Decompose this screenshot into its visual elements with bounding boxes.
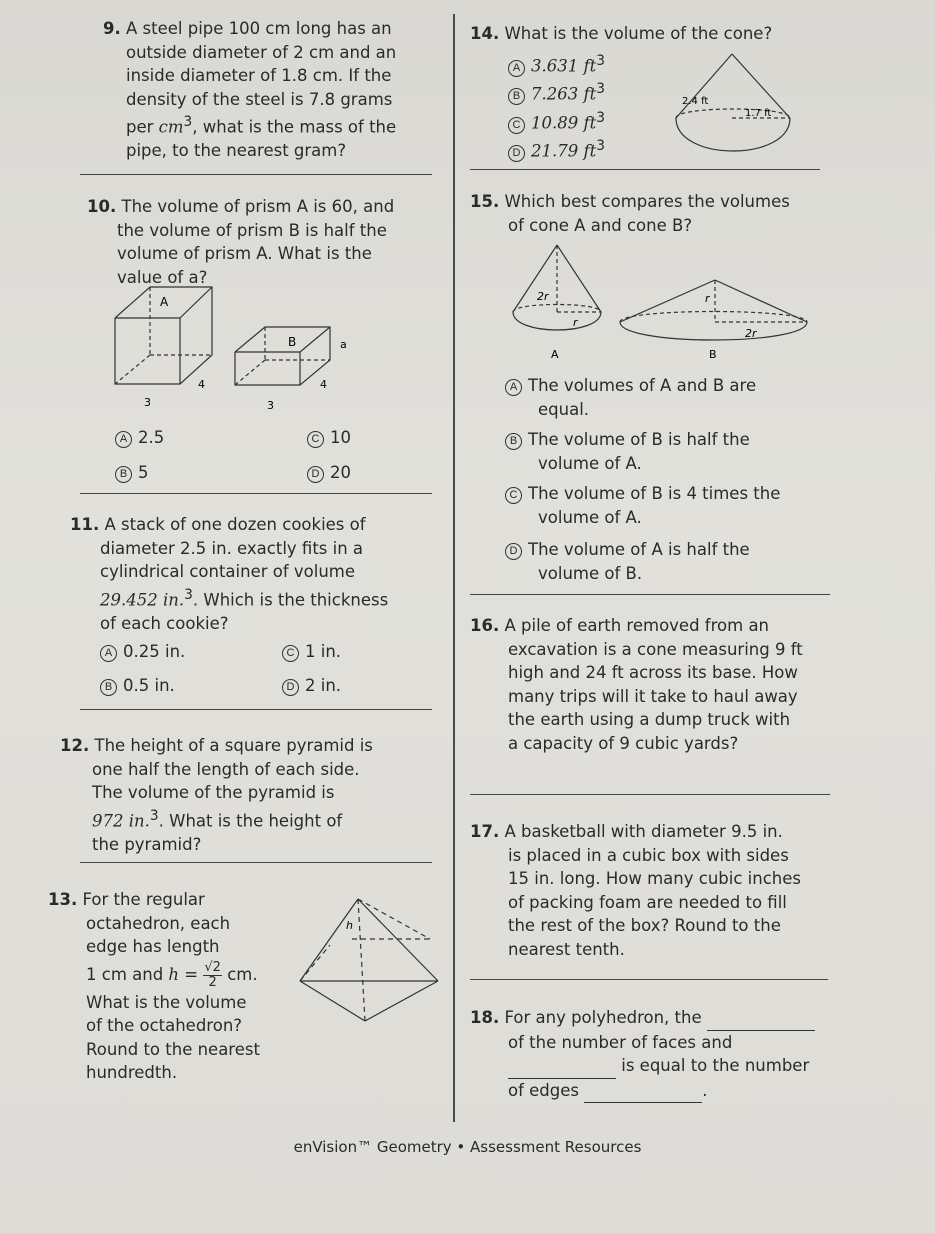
divider <box>80 493 432 494</box>
q15-line: Which best compares the volumes <box>504 192 790 211</box>
q14-choice[interactable] <box>508 78 605 106</box>
q15-choice[interactable] <box>505 482 780 529</box>
question-16 <box>470 614 803 755</box>
q11-volume: 29.452 in. <box>100 590 185 609</box>
question-9 <box>103 17 396 163</box>
choice-bubble[interactable]: A <box>115 431 132 448</box>
answer-line-q9[interactable] <box>80 174 432 175</box>
q12-line: The volume of the pyramid is <box>92 783 335 802</box>
cone-a-height-label: 2r <box>537 290 549 303</box>
q18-period: . <box>702 1080 708 1100</box>
q10-line: The volume of prism A is 60, and <box>121 197 395 216</box>
q15-cones-figure <box>505 240 825 365</box>
q17-number: 17. <box>470 822 500 841</box>
q13-line: hundredth. <box>86 1063 178 1082</box>
q9-line: A steel pipe 100 cm long has an <box>126 19 392 38</box>
choice-text: 21.79 ft <box>531 141 597 161</box>
q18-line: of edges <box>508 1080 579 1100</box>
q11-line: . Which is the thickness <box>192 590 389 609</box>
q13-fraction-numerator: √2 <box>204 959 221 975</box>
q10-line: volume of prism A. What is the <box>117 244 372 263</box>
question-12 <box>60 734 373 856</box>
q13-fraction <box>203 961 222 990</box>
choice-text: 2.5 <box>138 428 165 447</box>
q12-line: one half the length of each side. <box>92 759 360 779</box>
choice-bubble[interactable]: D <box>307 466 324 483</box>
q17-line: the rest of the box? Round to the <box>508 916 781 935</box>
question-13 <box>48 888 260 1085</box>
choice-text: 5 <box>138 463 149 482</box>
footer: enVision™ Geometry • Assessment Resources <box>293 1138 642 1156</box>
q12-line: The height of a square pyramid is <box>94 736 373 755</box>
q10-line: value of a? <box>117 267 208 287</box>
q16-line: the earth using a dump truck with <box>508 710 791 729</box>
cone-b-radius-label: 2r <box>745 327 757 340</box>
answer-line-q17[interactable] <box>470 979 828 980</box>
choice-bubble[interactable]: A <box>100 645 117 662</box>
q12-exponent: 3 <box>149 807 159 824</box>
divider <box>80 709 432 710</box>
q16-line: many trips will it take to haul away <box>508 686 798 706</box>
prism-a-depth-label: 4 <box>198 378 205 391</box>
q16-line: A pile of earth removed from an <box>504 616 770 635</box>
q10-choice[interactable] <box>115 427 164 449</box>
prism-b-depth-label: 4 <box>320 378 327 391</box>
q12-line: . What is the height of <box>158 811 343 830</box>
question-11 <box>70 513 388 635</box>
prism-a-width-label: 3 <box>144 396 151 409</box>
q11-line: of each cookie? <box>100 613 229 633</box>
choice-text: The volume of B is half the <box>528 430 750 449</box>
choice-bubble[interactable]: C <box>282 645 299 662</box>
q17-line: is placed in a cubic box with sides <box>508 845 789 865</box>
q15-number: 15. <box>470 192 500 211</box>
question-10 <box>87 195 394 289</box>
q13-line: What is the volume <box>86 992 247 1012</box>
column-divider <box>453 14 455 1122</box>
choice-bubble[interactable]: D <box>508 145 525 162</box>
choice-bubble[interactable]: B <box>115 466 132 483</box>
q10-prisms-figure <box>110 282 360 422</box>
choice-text: The volume of A is half the <box>528 540 750 559</box>
choice-exponent: 3 <box>596 81 605 97</box>
choice-text: 10 <box>330 428 351 447</box>
q15-line: of cone A and cone B? <box>508 215 693 235</box>
choice-text: volume of B. <box>538 563 643 583</box>
choice-bubble[interactable]: D <box>505 543 522 560</box>
q10-number: 10. <box>87 197 117 216</box>
q13-fraction-denominator: 2 <box>208 974 217 990</box>
answer-line-q12[interactable] <box>80 862 432 863</box>
q18-blank-3[interactable] <box>584 1079 702 1104</box>
octahedron-h-label: h <box>346 919 353 932</box>
q14-number: 14. <box>470 24 500 43</box>
choice-text: 0.25 in. <box>123 642 186 661</box>
q9-exponent: 3 <box>183 114 193 130</box>
q17-line: of packing foam are needed to fill <box>508 892 787 912</box>
choice-bubble[interactable]: B <box>505 433 522 450</box>
choice-text: 10.89 ft <box>531 113 597 133</box>
q10-choice[interactable] <box>307 462 351 484</box>
q13-unit: cm. <box>221 964 258 984</box>
q13-line: Round to the nearest <box>86 1039 260 1059</box>
q9-line: density of the steel is 7.8 grams <box>126 89 393 109</box>
q14-text: What is the volume of the cone? <box>504 24 773 43</box>
q18-blank-2[interactable] <box>508 1054 616 1079</box>
q13-line: 1 cm and <box>86 964 169 984</box>
q14-choice[interactable] <box>508 107 605 135</box>
choice-bubble[interactable]: C <box>307 431 324 448</box>
choice-bubble[interactable]: A <box>505 379 522 396</box>
q11-choice[interactable] <box>282 641 341 663</box>
choice-text: 7.263 ft <box>531 84 597 104</box>
choice-text: The volumes of A and B are <box>528 376 757 395</box>
q12-line: the pyramid? <box>92 834 202 854</box>
q16-number: 16. <box>470 616 500 635</box>
q18-blank-1[interactable] <box>707 1006 815 1031</box>
choice-text: 3.631 ft <box>531 56 597 76</box>
q11-line: cylindrical container of volume <box>100 562 356 581</box>
q11-choice[interactable] <box>282 675 341 697</box>
choice-text: volume of A. <box>538 453 642 473</box>
q12-volume: 972 in. <box>92 811 150 830</box>
question-14 <box>470 22 772 46</box>
answer-line-q16[interactable] <box>470 794 830 795</box>
q13-equals: = <box>179 964 204 984</box>
q13-line: octahedron, each <box>86 913 231 933</box>
choice-exponent: 3 <box>596 53 605 69</box>
choice-text: 20 <box>330 463 351 482</box>
q14-cone-figure <box>670 50 805 170</box>
q15-choice[interactable] <box>505 374 756 421</box>
choice-exponent: 3 <box>596 110 605 126</box>
choice-bubble[interactable]: C <box>505 487 522 504</box>
choice-text: equal. <box>538 399 590 419</box>
cone-radius-label: 1.7 ft <box>745 108 772 119</box>
choice-text: 1 in. <box>305 642 342 661</box>
q16-line: a capacity of 9 cubic yards? <box>508 733 739 753</box>
divider <box>470 594 830 595</box>
prism-b-label: B <box>288 335 297 349</box>
choice-text: 0.5 in. <box>123 676 175 695</box>
q18-line: is equal to the number <box>621 1056 810 1075</box>
choice-bubble[interactable]: C <box>508 117 525 134</box>
choice-bubble[interactable]: A <box>508 60 525 77</box>
question-17 <box>470 820 801 961</box>
q9-number: 9. <box>103 19 121 38</box>
q13-line: For the regular <box>82 890 205 909</box>
choice-bubble[interactable]: D <box>282 679 299 696</box>
q13-line: of the octahedron? <box>86 1016 243 1035</box>
q15-choice[interactable] <box>505 428 750 475</box>
choice-text: volume of A. <box>538 507 642 527</box>
q13-number: 13. <box>48 890 78 909</box>
q18-line: For any polyhedron, the <box>504 1008 702 1027</box>
choice-exponent: 3 <box>596 138 605 154</box>
q10-line: the volume of prism B is half the <box>117 220 387 240</box>
choice-bubble[interactable]: B <box>508 88 525 105</box>
q10-choice[interactable] <box>115 462 149 484</box>
q16-line: excavation is a cone measuring 9 ft <box>508 639 803 659</box>
prism-a-label: A <box>160 295 169 309</box>
q13-octahedron-figure <box>290 895 450 1025</box>
q11-line: diameter 2.5 in. exactly fits in a <box>100 538 364 558</box>
cone-slant-label: 2.4 ft <box>682 96 709 107</box>
q14-choice[interactable] <box>508 135 605 163</box>
q9-line: per <box>126 117 159 137</box>
q11-exponent: 3 <box>184 586 193 603</box>
q11-choice[interactable] <box>100 641 185 663</box>
prism-b-width-label: 3 <box>267 399 274 412</box>
prism-b-height-label: a <box>340 338 347 351</box>
q11-number: 11. <box>70 515 100 534</box>
q18-number: 18. <box>470 1008 500 1027</box>
q12-number: 12. <box>60 736 90 755</box>
q10-choice[interactable] <box>307 427 351 449</box>
q13-h-variable: h <box>168 964 180 984</box>
question-15 <box>470 190 790 237</box>
q18-line: of the number of faces and <box>508 1032 733 1052</box>
q9-line: inside diameter of 1.8 cm. If the <box>126 66 392 85</box>
q15-choice[interactable] <box>505 538 750 585</box>
q13-line: edge has length <box>86 937 220 956</box>
question-18 <box>470 1006 815 1103</box>
choice-text: The volume of B is 4 times the <box>528 484 781 503</box>
q9-unit: cm <box>158 117 184 137</box>
q16-line: high and 24 ft across its base. How <box>508 663 798 682</box>
cone-b-height-label: r <box>705 292 710 305</box>
cone-b-label: B <box>709 348 717 361</box>
q14-choice[interactable] <box>508 50 605 78</box>
q9-line: pipe, to the nearest gram? <box>126 141 347 160</box>
q17-line: A basketball with diameter 9.5 in. <box>504 822 783 841</box>
q9-line: , what is the mass of the <box>192 117 397 137</box>
q17-line: nearest tenth. <box>508 939 625 959</box>
q11-line: A stack of one dozen cookies of <box>104 515 366 534</box>
q11-choice[interactable] <box>100 675 175 697</box>
divider <box>470 169 820 170</box>
choice-text: 2 in. <box>305 676 342 695</box>
choice-bubble[interactable]: B <box>100 679 117 696</box>
q17-line: 15 in. long. How many cubic inches <box>508 869 801 888</box>
cone-a-label: A <box>551 348 559 361</box>
q9-line: outside diameter of 2 cm and an <box>126 42 397 62</box>
cone-a-radius-label: r <box>573 316 578 329</box>
